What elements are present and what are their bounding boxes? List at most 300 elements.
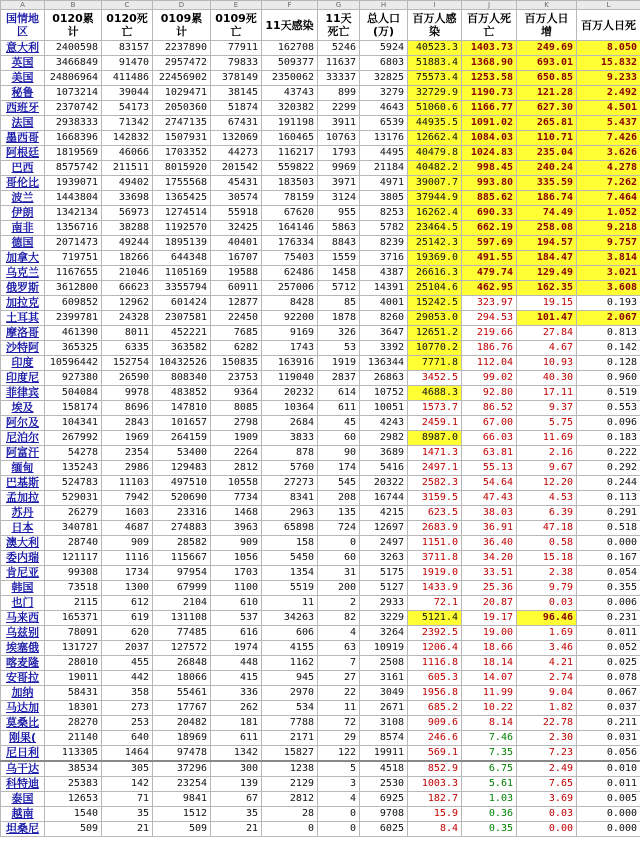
data-cell[interactable]: 54.64 <box>462 476 517 491</box>
country-name-cell[interactable]: 巴西 <box>1 161 45 176</box>
data-cell[interactable]: 1166.77 <box>462 101 517 116</box>
country-name-cell[interactable]: 安哥拉 <box>1 671 45 686</box>
data-cell[interactable]: 9.218 <box>577 221 640 236</box>
column-header[interactable]: 11天死亡 <box>318 10 360 41</box>
data-cell[interactable]: 1471.3 <box>408 446 462 461</box>
data-cell[interactable]: 12653 <box>45 792 102 807</box>
data-cell[interactable]: 9841 <box>153 792 211 807</box>
data-cell[interactable]: 462.95 <box>462 281 517 296</box>
data-cell[interactable]: 3 <box>318 777 360 792</box>
data-cell[interactable]: 3355794 <box>153 281 211 296</box>
data-cell[interactable]: 4687 <box>102 521 153 536</box>
data-cell[interactable]: 163916 <box>262 356 318 371</box>
data-cell[interactable]: 34263 <box>262 611 318 626</box>
data-cell[interactable]: 21 <box>102 822 153 837</box>
data-cell[interactable]: 262 <box>211 701 262 716</box>
data-cell[interactable]: 909 <box>211 536 262 551</box>
data-cell[interactable]: 2.49 <box>517 761 577 777</box>
data-cell[interactable]: 4643 <box>360 101 408 116</box>
data-cell[interactable]: 132069 <box>211 131 262 146</box>
data-cell[interactable]: 5782 <box>360 221 408 236</box>
data-cell[interactable]: 0.031 <box>577 731 640 746</box>
data-cell[interactable]: 0.211 <box>577 716 640 731</box>
data-cell[interactable]: 5924 <box>360 41 408 56</box>
data-cell[interactable]: 6282 <box>211 341 262 356</box>
data-cell[interactable]: 529031 <box>45 491 102 506</box>
data-cell[interactable]: 20232 <box>262 386 318 401</box>
column-letter[interactable]: I <box>408 1 462 10</box>
data-cell[interactable]: 2497 <box>360 536 408 551</box>
data-cell[interactable]: 1703352 <box>153 146 211 161</box>
data-cell[interactable]: 1703 <box>211 566 262 581</box>
data-cell[interactable]: 11.99 <box>462 686 517 701</box>
data-cell[interactable]: 3229 <box>360 611 408 626</box>
data-cell[interactable]: 6.75 <box>462 761 517 777</box>
data-cell[interactable]: 267992 <box>45 431 102 446</box>
data-cell[interactable]: 194.57 <box>517 236 577 251</box>
country-name-cell[interactable]: 哥伦比 <box>1 176 45 191</box>
data-cell[interactable]: 40523.3 <box>408 41 462 56</box>
data-cell[interactable]: 885.62 <box>462 191 517 206</box>
data-cell[interactable]: 28582 <box>153 536 211 551</box>
data-cell[interactable]: 1105169 <box>153 266 211 281</box>
column-header[interactable]: 百万人死亡 <box>462 10 517 41</box>
data-cell[interactable]: 3963 <box>211 521 262 536</box>
data-cell[interactable]: 1029471 <box>153 86 211 101</box>
data-cell[interactable]: 78159 <box>262 191 318 206</box>
country-name-cell[interactable]: 孟加拉 <box>1 491 45 506</box>
data-cell[interactable]: 4688.3 <box>408 386 462 401</box>
data-cell[interactable]: 96.46 <box>517 611 577 626</box>
data-cell[interactable]: 509377 <box>262 56 318 71</box>
data-cell[interactable]: 1974 <box>211 641 262 656</box>
data-cell[interactable]: 1.03 <box>462 792 517 807</box>
data-cell[interactable]: 2798 <box>211 416 262 431</box>
data-cell[interactable]: 21140 <box>45 731 102 746</box>
data-cell[interactable]: 3689 <box>360 446 408 461</box>
data-cell[interactable]: 28 <box>262 807 318 822</box>
country-name-cell[interactable]: 乌兹别 <box>1 626 45 641</box>
data-cell[interactable]: 183503 <box>262 176 318 191</box>
data-cell[interactable]: 340781 <box>45 521 102 536</box>
data-cell[interactable]: 0.037 <box>577 701 640 716</box>
data-cell[interactable]: 16744 <box>360 491 408 506</box>
data-cell[interactable]: 75403 <box>262 251 318 266</box>
data-cell[interactable]: 8253 <box>360 206 408 221</box>
data-cell[interactable]: 497510 <box>153 476 211 491</box>
data-cell[interactable]: 693.01 <box>517 56 577 71</box>
data-cell[interactable]: 0.011 <box>577 777 640 792</box>
column-letter[interactable]: E <box>211 1 262 10</box>
data-cell[interactable]: 2459.1 <box>408 416 462 431</box>
data-cell[interactable]: 142 <box>102 777 153 792</box>
data-cell[interactable]: 1895139 <box>153 236 211 251</box>
data-cell[interactable]: 520690 <box>153 491 211 506</box>
data-cell[interactable]: 2812 <box>211 461 262 476</box>
data-cell[interactable]: 0.056 <box>577 746 640 762</box>
country-name-cell[interactable]: 印度尼 <box>1 371 45 386</box>
data-cell[interactable]: 2129 <box>262 777 318 792</box>
data-cell[interactable]: 158 <box>262 536 318 551</box>
data-cell[interactable]: 1468 <box>211 506 262 521</box>
data-cell[interactable]: 7771.8 <box>408 356 462 371</box>
data-cell[interactable]: 3452.5 <box>408 371 462 386</box>
column-letter[interactable]: G <box>318 1 360 10</box>
column-letter[interactable]: L <box>577 1 640 10</box>
data-cell[interactable]: 25383 <box>45 777 102 792</box>
data-cell[interactable]: 627.30 <box>517 101 577 116</box>
data-cell[interactable]: 1512 <box>153 807 211 822</box>
data-cell[interactable]: 0.000 <box>577 822 640 837</box>
data-cell[interactable]: 235.04 <box>517 146 577 161</box>
data-cell[interactable]: 0.222 <box>577 446 640 461</box>
data-cell[interactable]: 26616.3 <box>408 266 462 281</box>
data-cell[interactable]: 3.608 <box>577 281 640 296</box>
data-cell[interactable]: 66623 <box>102 281 153 296</box>
data-cell[interactable]: 3.021 <box>577 266 640 281</box>
data-cell[interactable]: 0.052 <box>577 641 640 656</box>
data-cell[interactable]: 504084 <box>45 386 102 401</box>
data-cell[interactable]: 67.00 <box>462 416 517 431</box>
data-cell[interactable]: 4155 <box>262 641 318 656</box>
data-cell[interactable]: 4387 <box>360 266 408 281</box>
country-name-cell[interactable]: 意大利 <box>1 41 45 56</box>
country-name-cell[interactable]: 俄罗斯 <box>1 281 45 296</box>
country-name-cell[interactable]: 加纳 <box>1 686 45 701</box>
data-cell[interactable]: 3.46 <box>517 641 577 656</box>
data-cell[interactable]: 12.20 <box>517 476 577 491</box>
data-cell[interactable]: 0.010 <box>577 761 640 777</box>
data-cell[interactable]: 71342 <box>102 116 153 131</box>
data-cell[interactable]: 0.193 <box>577 296 640 311</box>
data-cell[interactable]: 0.025 <box>577 656 640 671</box>
data-cell[interactable]: 5.75 <box>517 416 577 431</box>
data-cell[interactable]: 6335 <box>102 341 153 356</box>
data-cell[interactable]: 18.14 <box>462 656 517 671</box>
data-cell[interactable]: 39007.7 <box>408 176 462 191</box>
data-cell[interactable]: 82 <box>318 611 360 626</box>
data-cell[interactable]: 7.65 <box>517 777 577 792</box>
data-cell[interactable]: 44935.5 <box>408 116 462 131</box>
data-cell[interactable]: 121.28 <box>517 86 577 101</box>
data-cell[interactable]: 685.2 <box>408 701 462 716</box>
data-cell[interactable]: 0.00 <box>517 822 577 837</box>
data-cell[interactable]: 609852 <box>45 296 102 311</box>
data-cell[interactable]: 3805 <box>360 191 408 206</box>
data-cell[interactable]: 160465 <box>262 131 318 146</box>
data-cell[interactable]: 0.03 <box>517 807 577 822</box>
data-cell[interactable]: 0.03 <box>517 596 577 611</box>
country-name-cell[interactable]: 法国 <box>1 116 45 131</box>
data-cell[interactable]: 119040 <box>262 371 318 386</box>
data-cell[interactable]: 47.18 <box>517 521 577 536</box>
data-cell[interactable]: 0 <box>262 822 318 837</box>
data-cell[interactable]: 620 <box>102 626 153 641</box>
data-cell[interactable]: 15.9 <box>408 807 462 822</box>
data-cell[interactable]: 14391 <box>360 281 408 296</box>
data-cell[interactable]: 1919.0 <box>408 566 462 581</box>
country-name-cell[interactable]: 菲律宾 <box>1 386 45 401</box>
data-cell[interactable]: 1238 <box>262 761 318 777</box>
data-cell[interactable]: 18969 <box>153 731 211 746</box>
data-cell[interactable]: 2837 <box>318 371 360 386</box>
data-cell[interactable]: 909 <box>102 536 153 551</box>
data-cell[interactable]: 19.17 <box>462 611 517 626</box>
data-cell[interactable]: 67 <box>211 792 262 807</box>
data-cell[interactable]: 2.067 <box>577 311 640 326</box>
data-cell[interactable]: 955 <box>318 206 360 221</box>
data-cell[interactable]: 22456902 <box>153 71 211 86</box>
data-cell[interactable]: 258.08 <box>517 221 577 236</box>
data-cell[interactable]: 56973 <box>102 206 153 221</box>
data-cell[interactable]: 724 <box>318 521 360 536</box>
data-cell[interactable]: 67999 <box>153 581 211 596</box>
data-cell[interactable]: 7942 <box>102 491 153 506</box>
data-cell[interactable]: 1919 <box>318 356 360 371</box>
data-cell[interactable]: 3.814 <box>577 251 640 266</box>
data-cell[interactable]: 1368.90 <box>462 56 517 71</box>
data-cell[interactable]: 534 <box>262 701 318 716</box>
data-cell[interactable]: 0.355 <box>577 581 640 596</box>
data-cell[interactable]: 142832 <box>102 131 153 146</box>
data-cell[interactable]: 49244 <box>102 236 153 251</box>
data-cell[interactable]: 899 <box>318 86 360 101</box>
data-cell[interactable]: 2530 <box>360 777 408 792</box>
data-cell[interactable]: 1151.0 <box>408 536 462 551</box>
data-cell[interactable]: 5.437 <box>577 116 640 131</box>
data-cell[interactable]: 4 <box>318 626 360 641</box>
data-cell[interactable]: 3124 <box>318 191 360 206</box>
data-cell[interactable]: 8260 <box>360 311 408 326</box>
data-cell[interactable]: 2957472 <box>153 56 211 71</box>
data-cell[interactable]: 113305 <box>45 746 102 762</box>
data-cell[interactable]: 3161 <box>360 671 408 686</box>
country-name-cell[interactable]: 肯尼亚 <box>1 566 45 581</box>
data-cell[interactable]: 4243 <box>360 416 408 431</box>
data-cell[interactable]: 11103 <box>102 476 153 491</box>
country-name-cell[interactable]: 土耳其 <box>1 311 45 326</box>
data-cell[interactable]: 16707 <box>211 251 262 266</box>
data-cell[interactable]: 8.14 <box>462 716 517 731</box>
data-cell[interactable]: 67431 <box>211 116 262 131</box>
data-cell[interactable]: 9169 <box>262 326 318 341</box>
data-cell[interactable]: 2683.9 <box>408 521 462 536</box>
data-cell[interactable]: 62486 <box>262 266 318 281</box>
data-cell[interactable]: 66.03 <box>462 431 517 446</box>
data-cell[interactable]: 2400598 <box>45 41 102 56</box>
data-cell[interactable]: 4.53 <box>517 491 577 506</box>
country-name-cell[interactable]: 印度 <box>1 356 45 371</box>
data-cell[interactable]: 43743 <box>262 86 318 101</box>
data-cell[interactable]: 509 <box>153 822 211 837</box>
data-cell[interactable]: 7.262 <box>577 176 640 191</box>
data-cell[interactable]: 129483 <box>153 461 211 476</box>
data-cell[interactable]: 852.9 <box>408 761 462 777</box>
data-cell[interactable]: 83157 <box>102 41 153 56</box>
data-cell[interactable]: 129.49 <box>517 266 577 281</box>
data-cell[interactable]: 1206.4 <box>408 641 462 656</box>
data-cell[interactable]: 60 <box>318 551 360 566</box>
data-cell[interactable]: 0.067 <box>577 686 640 701</box>
data-cell[interactable]: 9.37 <box>517 401 577 416</box>
data-cell[interactable]: 1342134 <box>45 206 102 221</box>
data-cell[interactable]: 23464.5 <box>408 221 462 236</box>
data-cell[interactable]: 3.69 <box>517 792 577 807</box>
data-cell[interactable]: 1443804 <box>45 191 102 206</box>
data-cell[interactable]: 162708 <box>262 41 318 56</box>
data-cell[interactable]: 44273 <box>211 146 262 161</box>
data-cell[interactable]: 8011 <box>102 326 153 341</box>
data-cell[interactable]: 605.3 <box>408 671 462 686</box>
data-cell[interactable]: 158174 <box>45 401 102 416</box>
data-cell[interactable]: 8575742 <box>45 161 102 176</box>
data-cell[interactable]: 2071473 <box>45 236 102 251</box>
data-cell[interactable]: 993.80 <box>462 176 517 191</box>
data-cell[interactable]: 1819569 <box>45 146 102 161</box>
data-cell[interactable]: 1100 <box>211 581 262 596</box>
data-cell[interactable]: 60911 <box>211 281 262 296</box>
data-cell[interactable]: 8987.0 <box>408 431 462 446</box>
country-name-cell[interactable]: 马来西 <box>1 611 45 626</box>
data-cell[interactable]: 5127 <box>360 581 408 596</box>
column-letter[interactable]: B <box>45 1 102 10</box>
data-cell[interactable]: 99.02 <box>462 371 517 386</box>
data-cell[interactable]: 7734 <box>211 491 262 506</box>
data-cell[interactable]: 6803 <box>360 56 408 71</box>
data-cell[interactable]: 2963 <box>262 506 318 521</box>
data-cell[interactable]: 1956.8 <box>408 686 462 701</box>
country-name-cell[interactable]: 尼日利 <box>1 746 45 762</box>
data-cell[interactable]: 7 <box>318 656 360 671</box>
data-cell[interactable]: 38.03 <box>462 506 517 521</box>
data-cell[interactable]: 1300 <box>102 581 153 596</box>
data-cell[interactable]: 91470 <box>102 56 153 71</box>
data-cell[interactable]: 150835 <box>211 356 262 371</box>
data-cell[interactable]: 616 <box>211 626 262 641</box>
data-cell[interactable]: 51883.4 <box>408 56 462 71</box>
data-cell[interactable]: 3711.8 <box>408 551 462 566</box>
data-cell[interactable]: 3049 <box>360 686 408 701</box>
data-cell[interactable]: 72 <box>318 716 360 731</box>
data-cell[interactable]: 186.76 <box>462 341 517 356</box>
data-cell[interactable]: 39044 <box>102 86 153 101</box>
data-cell[interactable]: 2370742 <box>45 101 102 116</box>
data-cell[interactable]: 2.74 <box>517 671 577 686</box>
data-cell[interactable]: 3264 <box>360 626 408 641</box>
data-cell[interactable]: 0.167 <box>577 551 640 566</box>
data-cell[interactable]: 29 <box>318 731 360 746</box>
data-cell[interactable]: 63 <box>318 641 360 656</box>
data-cell[interactable]: 3612800 <box>45 281 102 296</box>
data-cell[interactable]: 264159 <box>153 431 211 446</box>
data-cell[interactable]: 1603 <box>102 506 153 521</box>
data-cell[interactable]: 2399781 <box>45 311 102 326</box>
data-cell[interactable]: 640 <box>102 731 153 746</box>
data-cell[interactable]: 2812 <box>262 792 318 807</box>
column-letter[interactable]: K <box>517 1 577 10</box>
data-cell[interactable]: 6025 <box>360 822 408 837</box>
data-cell[interactable]: 131108 <box>153 611 211 626</box>
data-cell[interactable]: 11 <box>262 596 318 611</box>
data-cell[interactable]: 131727 <box>45 641 102 656</box>
data-cell[interactable]: 623.5 <box>408 506 462 521</box>
data-cell[interactable]: 67620 <box>262 206 318 221</box>
data-cell[interactable]: 40401 <box>211 236 262 251</box>
column-header[interactable]: 11天感染 <box>262 10 318 41</box>
data-cell[interactable]: 10.22 <box>462 701 517 716</box>
data-cell[interactable]: 2.38 <box>517 566 577 581</box>
data-cell[interactable]: 1274514 <box>153 206 211 221</box>
country-name-cell[interactable]: 南非 <box>1 221 45 236</box>
column-header[interactable]: 0109累计 <box>153 10 211 41</box>
data-cell[interactable]: 0.011 <box>577 626 640 641</box>
data-cell[interactable]: 208 <box>318 491 360 506</box>
data-cell[interactable]: 491.55 <box>462 251 517 266</box>
data-cell[interactable]: 1084.03 <box>462 131 517 146</box>
data-cell[interactable]: 0.36 <box>462 807 517 822</box>
data-cell[interactable]: 9.79 <box>517 581 577 596</box>
data-cell[interactable]: 10432526 <box>153 356 211 371</box>
column-letter[interactable]: F <box>262 1 318 10</box>
data-cell[interactable]: 74.49 <box>517 206 577 221</box>
data-cell[interactable]: 461390 <box>45 326 102 341</box>
data-cell[interactable]: 45 <box>318 416 360 431</box>
data-cell[interactable]: 2508 <box>360 656 408 671</box>
data-cell[interactable]: 11 <box>318 701 360 716</box>
data-cell[interactable]: 1.82 <box>517 701 577 716</box>
data-cell[interactable]: 51060.6 <box>408 101 462 116</box>
data-cell[interactable]: 0.58 <box>517 536 577 551</box>
data-cell[interactable]: 79833 <box>211 56 262 71</box>
data-cell[interactable]: 9978 <box>102 386 153 401</box>
country-name-cell[interactable]: 科特迪 <box>1 777 45 792</box>
data-cell[interactable]: 5246 <box>318 41 360 56</box>
data-cell[interactable]: 2497.1 <box>408 461 462 476</box>
data-cell[interactable]: 2938333 <box>45 116 102 131</box>
country-name-cell[interactable]: 阿尔及 <box>1 416 45 431</box>
data-cell[interactable]: 7788 <box>262 716 318 731</box>
data-cell[interactable]: 442 <box>102 671 153 686</box>
country-name-cell[interactable]: 西班牙 <box>1 101 45 116</box>
country-name-cell[interactable]: 阿富汗 <box>1 446 45 461</box>
data-cell[interactable]: 7.46 <box>462 731 517 746</box>
data-cell[interactable]: 22 <box>318 686 360 701</box>
data-cell[interactable]: 601424 <box>153 296 211 311</box>
data-cell[interactable]: 8341 <box>262 491 318 506</box>
data-cell[interactable]: 11.69 <box>517 431 577 446</box>
data-cell[interactable]: 33698 <box>102 191 153 206</box>
data-cell[interactable]: 25104.6 <box>408 281 462 296</box>
data-cell[interactable]: 1.052 <box>577 206 640 221</box>
data-cell[interactable]: 2299 <box>318 101 360 116</box>
data-cell[interactable]: 0.292 <box>577 461 640 476</box>
data-cell[interactable]: 597.69 <box>462 236 517 251</box>
data-cell[interactable]: 12662.4 <box>408 131 462 146</box>
data-cell[interactable]: 5121.4 <box>408 611 462 626</box>
data-cell[interactable]: 14.07 <box>462 671 517 686</box>
data-cell[interactable]: 53400 <box>153 446 211 461</box>
country-name-cell[interactable]: 秘鲁 <box>1 86 45 101</box>
data-cell[interactable]: 1253.58 <box>462 71 517 86</box>
data-cell[interactable]: 101657 <box>153 416 211 431</box>
data-cell[interactable]: 36.91 <box>462 521 517 536</box>
data-cell[interactable]: 28010 <box>45 656 102 671</box>
data-cell[interactable]: 5.61 <box>462 777 517 792</box>
data-cell[interactable]: 29053.0 <box>408 311 462 326</box>
data-cell[interactable]: 112.04 <box>462 356 517 371</box>
data-cell[interactable]: 611 <box>211 731 262 746</box>
data-cell[interactable]: 483852 <box>153 386 211 401</box>
